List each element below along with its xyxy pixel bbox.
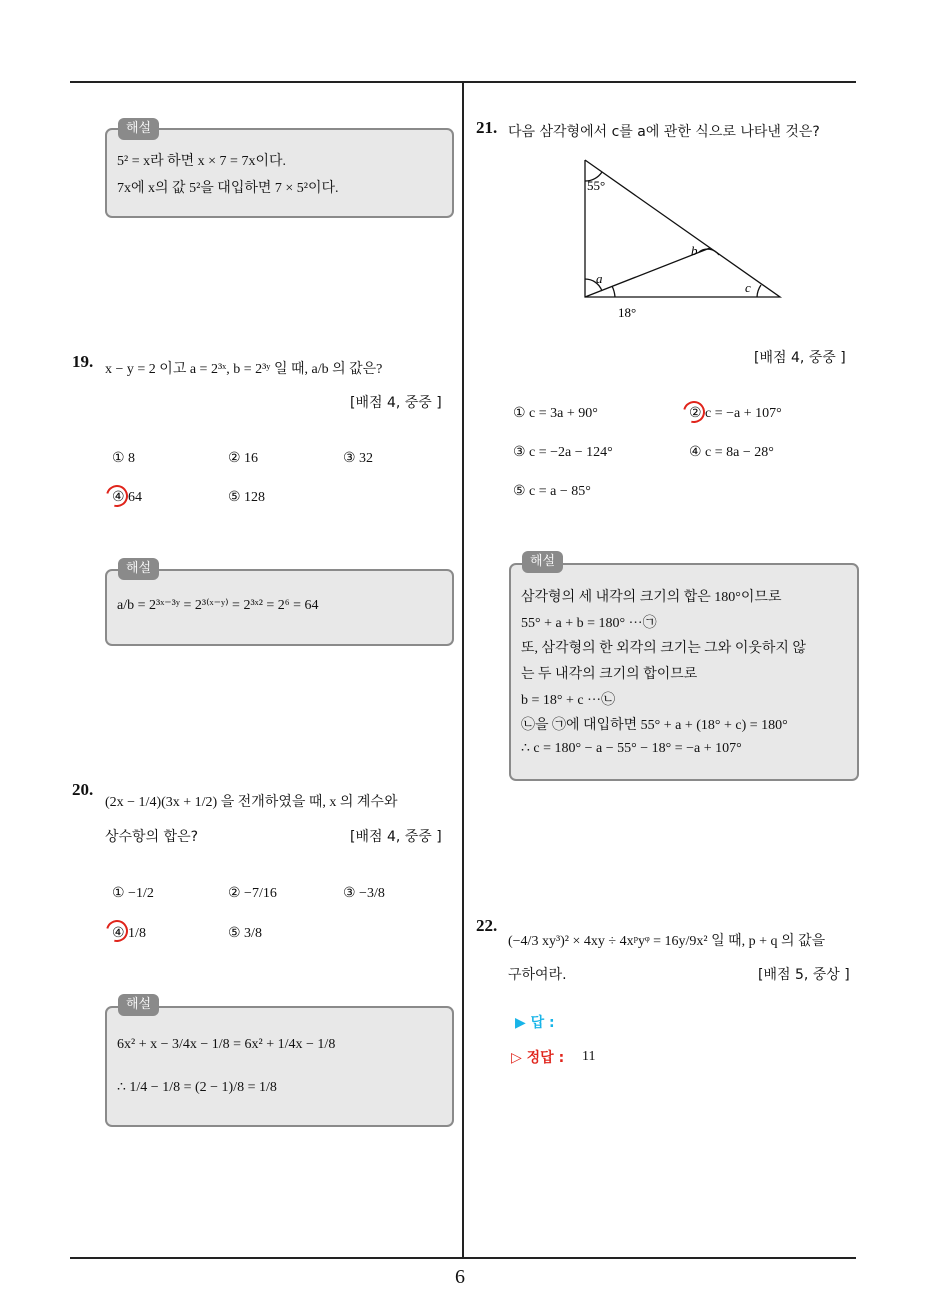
- q22-number: 22.: [476, 916, 498, 935]
- q22-correct-label: ▷ 정답 :: [511, 1050, 565, 1066]
- figure-label-c: c: [745, 280, 751, 295]
- q21-solution-line6: ㉡을 ㉠에 대입하면 55° + a + (18° + c) = 180°: [521, 718, 788, 733]
- q19-option-1[interactable]: ① 8: [112, 451, 136, 466]
- figure-label-top: 55°: [587, 178, 606, 193]
- q20-option-5[interactable]: ⑤ 3/8: [228, 926, 262, 941]
- q19-option-5[interactable]: ⑤ 128: [228, 490, 266, 505]
- q21-solution-line1: 삼각형의 세 내각의 크기의 합은 180°이므로: [521, 590, 782, 605]
- center-divider: [462, 83, 464, 1258]
- q20-solution-tag: 해설: [118, 994, 159, 1016]
- q21-solution-line4: 는 두 내각의 크기의 합이므로: [521, 667, 698, 682]
- q20-stem-line2: 상수항의 합은?: [105, 829, 199, 845]
- triangle-figure: [575, 155, 795, 325]
- q21-meta: [배점 4, 중중 ]: [754, 350, 846, 366]
- q20-stem-line1: (2x − 1/4)(3x + 1/2) 을 전개하였을 때, x 의 계수와: [105, 795, 398, 810]
- q21-solution-line3: 또, 삼각형의 한 외각의 크기는 그와 이웃하지 않: [521, 641, 806, 656]
- q21-option-5[interactable]: ⑤ c = a − 85°: [513, 484, 591, 499]
- q20-option-4[interactable]: ④ 1/8: [112, 926, 146, 941]
- q22-stem-line2: 구하여라.: [508, 967, 567, 983]
- q20-meta: [배점 4, 중중 ]: [350, 829, 442, 845]
- q21-number: 21.: [476, 118, 498, 137]
- q19-meta: [배점 4, 중중 ]: [350, 395, 442, 411]
- q19-option-3[interactable]: ③ 32: [343, 451, 374, 466]
- figure-label-a: a: [596, 271, 603, 286]
- q22-stem-line1: (−4/3 xy³)² × 4xy ÷ 4xᵖyᵠ = 16y/9x² 일 때, p + q 의 값을: [508, 934, 826, 949]
- q21-answer-mark-icon: [679, 397, 709, 427]
- q18-solution-line1: 5² = x라 하면 x × 7 = 7x이다.: [117, 154, 287, 169]
- q19-stem: x − y = 2 이고 a = 2³ˣ, b = 2³ʸ 일 때, a/b 의 값은?: [105, 362, 383, 377]
- bottom-rule: [70, 1257, 856, 1259]
- q21-solution-line7: ∴ c = 180° − a − 55° − 18° = −a + 107°: [521, 741, 742, 756]
- q22-correct-value: 11: [582, 1049, 596, 1064]
- figure-label-b: b: [691, 243, 698, 258]
- q21-stem: 다음 삼각형에서 c를 a에 관한 식으로 나타낸 것은?: [508, 124, 820, 140]
- q20-solution-line2: ∴ 1/4 − 1/8 = (2 − 1)/8 = 1/8: [117, 1080, 277, 1095]
- q19-number: 19.: [72, 352, 94, 371]
- q20-option-3[interactable]: ③ −3/8: [343, 886, 385, 901]
- q18-solution-line2: 7x에 x의 값 5²을 대입하면 7 × 5²이다.: [117, 181, 339, 196]
- q20-option-1[interactable]: ① −1/2: [112, 886, 154, 901]
- q19-answer-mark-icon: [102, 481, 132, 511]
- q21-solution-line2: 55° + a + b = 180° ···㉠: [521, 616, 657, 631]
- q20-number: 20.: [72, 780, 94, 799]
- q21-option-1[interactable]: ① c = 3a + 90°: [513, 406, 598, 421]
- q19-solution: a/b = 2³ˣ⁻³ʸ = 2³⁽ˣ⁻ʸ⁾ = 2³ˣ² = 2⁶ = 64: [117, 598, 319, 613]
- q21-option-2[interactable]: ② c = −a + 107°: [689, 406, 782, 421]
- q22-meta: [배점 5, 중상 ]: [758, 967, 850, 983]
- q21-option-3[interactable]: ③ c = −2a − 124°: [513, 445, 613, 460]
- q19-solution-tag: 해설: [118, 558, 159, 580]
- q18-solution-box: [105, 128, 454, 218]
- q21-option-4[interactable]: ④ c = 8a − 28°: [689, 445, 774, 460]
- page-number: 6: [455, 1266, 465, 1288]
- q20-option-2[interactable]: ② −7/16: [228, 886, 277, 901]
- q20-solution-line1: 6x² + x − 3/4x − 1/8 = 6x² + 1/4x − 1/8: [117, 1037, 336, 1052]
- q22-answer-label: ▶ 답 :: [515, 1015, 555, 1031]
- figure-label-bottom: 18°: [618, 305, 637, 320]
- q18-solution-tag: 해설: [118, 118, 159, 140]
- q21-solution-line5: b = 18° + c ···㉡: [521, 693, 616, 708]
- q19-option-2[interactable]: ② 16: [228, 451, 259, 466]
- q21-solution-tag: 해설: [522, 551, 563, 573]
- q20-solution-box: [105, 1006, 454, 1127]
- q19-option-4[interactable]: ④ 64: [112, 490, 143, 505]
